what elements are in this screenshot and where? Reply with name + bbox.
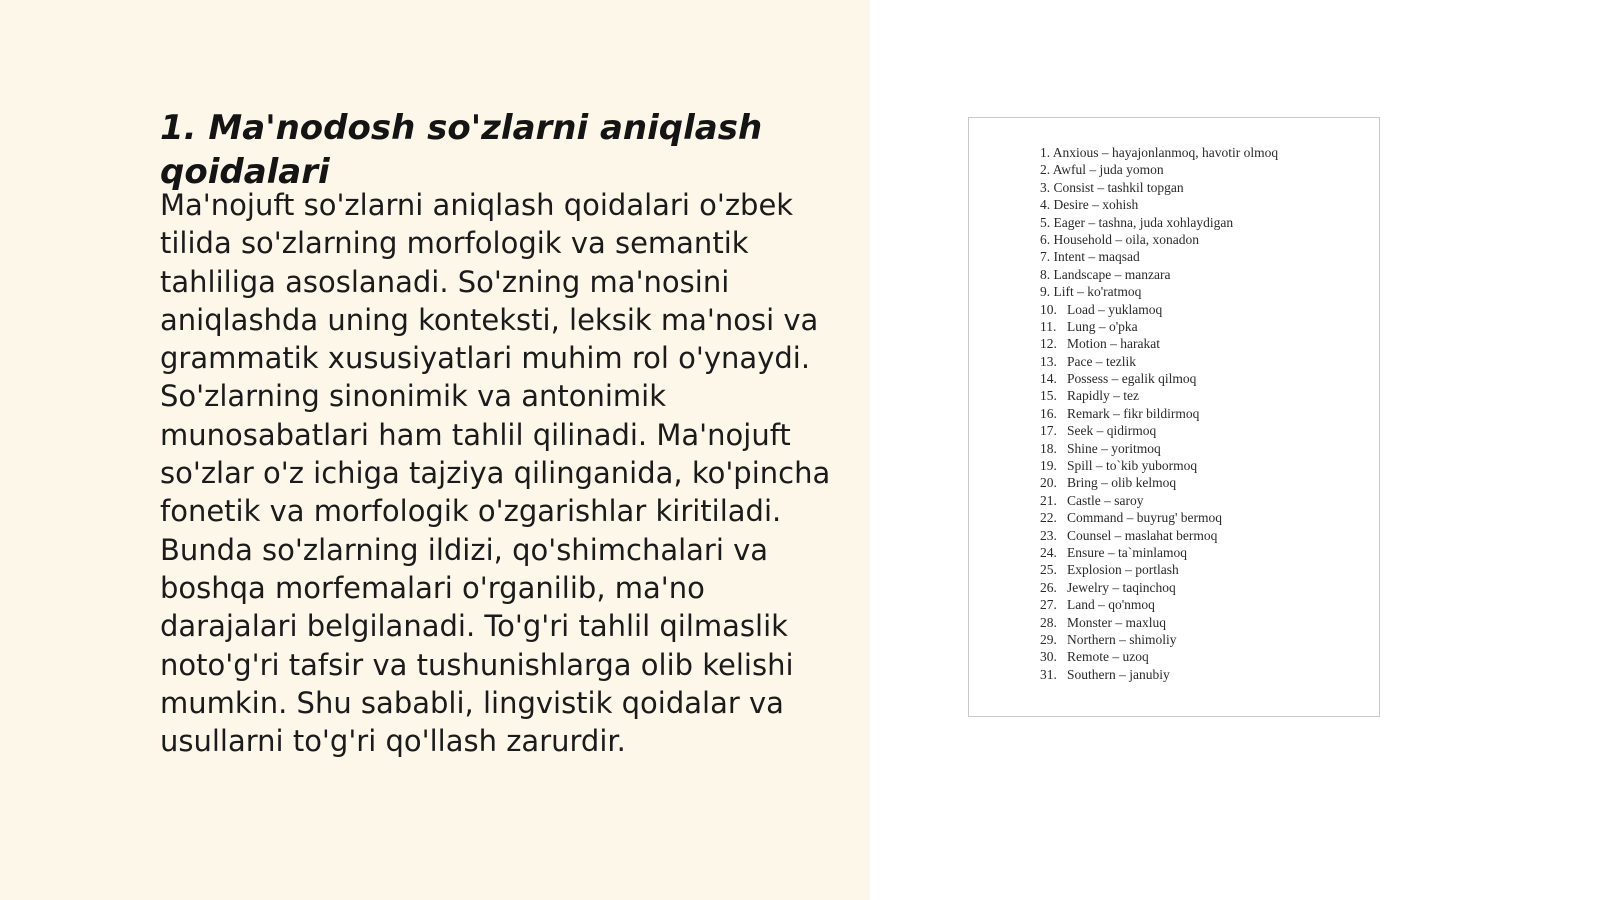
vocabulary-item-number: 10. [1040,301,1057,317]
vocabulary-item-number: 13. [1040,353,1057,369]
vocabulary-item-number: 30. [1040,649,1057,665]
vocabulary-item [1040,561,1278,578]
vocabulary-item-number: 14. [1040,371,1057,387]
vocabulary-item-text: Land – qo'nmoq [1067,597,1155,613]
vocabulary-item-number: 1. [1040,145,1051,160]
vocabulary-item-number: 4. [1040,197,1051,213]
vocabulary-item-text: Remark – fikr bildirmoq [1067,405,1200,421]
vocabulary-item-number: 18. [1040,440,1057,456]
vocabulary-item [1040,544,1278,561]
vocabulary-item [1040,579,1278,596]
vocabulary-item [1040,335,1278,352]
vocabulary-item-number: 2. [1040,162,1051,178]
vocabulary-item [1040,283,1278,300]
vocabulary-item [1040,457,1278,474]
vocabulary-item [1040,596,1278,613]
vocabulary-item-text: Landscape – manzara [1053,266,1171,282]
vocabulary-item [1040,248,1278,265]
vocabulary-item [1040,179,1278,196]
vocabulary-list-image [968,117,1380,717]
vocabulary-item-number: 17. [1040,423,1057,439]
vocabulary-item [1040,509,1278,526]
vocabulary-item-text: Command – buyrug' bermoq [1067,510,1223,526]
vocabulary-item-text: Load – yuklamoq [1067,301,1163,317]
vocabulary-item-text: Bring – olib kelmoq [1067,475,1177,491]
vocabulary-item-number: 29. [1040,631,1057,647]
vocabulary-item [1040,196,1278,213]
vocabulary-item-text: Awful – juda yomon [1052,162,1164,178]
vocabulary-item-number: 9. [1040,284,1051,300]
vocabulary-item-text: Seek – qidirmoq [1067,423,1157,439]
vocabulary-item-number: 3. [1040,179,1051,195]
vocabulary-item-text: Explosion – portlash [1067,562,1179,578]
vocabulary-item-text: Northern – shimoliy [1067,631,1177,647]
vocabulary-item-number: 21. [1040,492,1057,508]
vocabulary-item-number: 23. [1040,527,1057,543]
vocabulary-item-text: Southern – janubiy [1067,666,1170,682]
vocabulary-item-text: Intent – maqsad [1053,249,1140,265]
vocabulary-item-number: 25. [1040,562,1057,578]
slide-body-text: Ma'nojuft so'zlarni aniqlash qoidalari o'zbek tilida so'zlarning morfologik va semantik tahliliga asoslanadi. So'zning ma'nosini aniqlashda uning konteksti, leksik ma'nosi va grammatik xususiyatlari muhim rol o'ynaydi. So'zlarning sinonimik va antonimik munosabatlari ham tahlil qilinadi. Ma'nojuft so'zlar o'z ichiga tajziya qilinganida, ko'pincha fonetik va morfologik o'zgarishlar kiritiladi. Bunda so'zlarning ildizi, qo'shimchalari va boshqa morfemalari o'rganilib, ma'no darajalari belgilanadi. To'g'ri tahlil qilmaslik noto'g'ri tafsir va tushunishlarga olib kelishi mumkin. Shu sababli, lingvistik qoidalar va usullarni to'g'ri qo'llash zarurdir. [160,188,831,759]
vocabulary-item [1040,492,1278,509]
vocabulary-item [1040,422,1278,439]
vocabulary-item-text: Anxious – hayajonlanmoq, havotir olmoq [1052,145,1279,160]
vocabulary-item [1040,666,1278,683]
vocabulary-item-text: Jewelry – taqinchoq [1067,579,1176,595]
vocabulary-item-text: Consist – tashkil topgan [1053,179,1184,195]
vocabulary-item-text: Monster – maxluq [1067,614,1166,630]
vocabulary-item-number: 6. [1040,231,1051,247]
vocabulary-item [1040,301,1278,318]
vocabulary-item-number: 12. [1040,336,1057,352]
vocabulary-item [1040,527,1278,544]
vocabulary-item-text: Rapidly – tez [1067,388,1139,404]
vocabulary-item-text: Motion – harakat [1067,336,1160,352]
vocabulary-item [1040,631,1278,648]
vocabulary-item-number: 24. [1040,544,1057,560]
vocabulary-item-text: Possess – egalik qilmoq [1067,371,1197,387]
vocabulary-item [1040,405,1278,422]
vocabulary-item [1040,318,1278,335]
vocabulary-item-text: Lung – o'pka [1067,318,1138,334]
vocabulary-item [1040,648,1278,665]
vocabulary-item [1040,266,1278,283]
vocabulary-item-text: Shine – yoritmoq [1067,440,1161,456]
vocabulary-item-number: 28. [1040,614,1057,630]
vocabulary-item-number: 20. [1040,475,1057,491]
vocabulary-item-number: 19. [1040,458,1057,474]
vocabulary-item [1040,161,1278,178]
vocabulary-item [1040,144,1278,161]
vocabulary-item-number: 31. [1040,666,1057,682]
vocabulary-item [1040,614,1278,631]
vocabulary-item [1040,370,1278,387]
vocabulary-item-text: Desire – xohish [1053,197,1139,213]
vocabulary-item [1040,353,1278,370]
vocabulary-item-number: 7. [1040,249,1051,265]
vocabulary-item-number: 16. [1040,405,1057,421]
vocabulary-item [1040,440,1278,457]
vocabulary-item [1040,474,1278,491]
vocabulary-item-number: 27. [1040,597,1057,613]
vocabulary-item-number: 5. [1040,214,1051,230]
vocabulary-item-text: Castle – saroy [1067,492,1144,508]
vocabulary-item-number: 26. [1040,579,1057,595]
vocabulary-item [1040,231,1278,248]
vocabulary-item-number: 22. [1040,510,1057,526]
vocabulary-item-text: Ensure – ta`minlamoq [1067,544,1187,560]
vocabulary-item-text: Pace – tezlik [1067,353,1136,369]
vocabulary-item-text: Counsel – maslahat bermoq [1067,527,1218,543]
vocabulary-item-text: Eager – tashna, juda xohlaydigan [1053,214,1234,230]
vocabulary-item-text: Spill – to`kib yubormoq [1067,458,1198,474]
vocabulary-item-number: 15. [1040,388,1057,404]
slide-heading: 1. Ma'nodosh so'zlarni aniqlash qoidalari [160,108,763,192]
vocabulary-item [1040,214,1278,231]
vocabulary-item [1040,387,1278,404]
vocabulary-item-number: 8. [1040,266,1051,282]
vocabulary-item-text: Lift – ko'ratmoq [1053,284,1142,300]
vocabulary-item-number: 11. [1040,318,1057,334]
vocabulary-item-text: Remote – uzoq [1067,649,1149,665]
vocabulary-list [1040,144,1278,683]
vocabulary-item-text: Household – oila, xonadon [1053,231,1199,247]
